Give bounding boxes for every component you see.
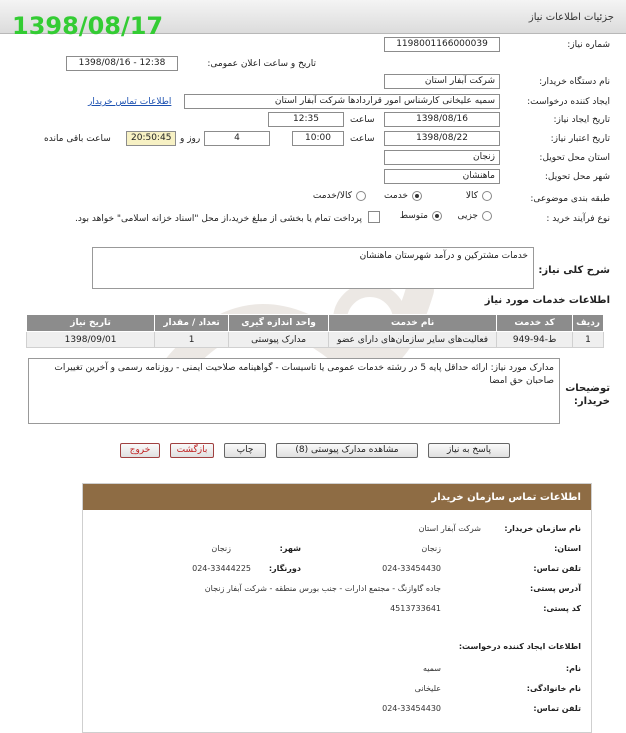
city-label: شهر محل تحویل: <box>544 172 610 182</box>
contact-card-title: اطلاعات تماس سازمان خریدار <box>431 492 581 503</box>
table-row <box>27 332 604 348</box>
contact-org-value: شرکت آبفار استان <box>418 524 481 533</box>
category-option-goods-service[interactable]: کالا/خدمت <box>313 191 366 201</box>
buyer-notes-text: مدارک مورد نیاز: ارائه حداقل پایه 5 در رشته خدمات عمومی یا تاسیسات - گواهینامه صلاحیت ایمنی - روزنامه رسمی و آخرین تغییرات صاحبان حق امضا <box>54 363 554 386</box>
buyer-org-label: نام دستگاه خریدار: <box>539 77 610 87</box>
process-option-medium[interactable]: متوسط <box>400 211 442 221</box>
contact-province-value: زنجان <box>421 544 441 553</box>
contact-phone-label: تلفن تماس: <box>533 564 581 573</box>
validity-date-field: 1398/08/22 <box>384 131 500 146</box>
services-section-title: اطلاعات خدمات مورد نیاز <box>484 295 610 306</box>
days-field: 4 <box>204 131 270 146</box>
create-date-label: تاریخ ایجاد نیاز: <box>553 115 610 125</box>
contact-card <box>82 483 592 733</box>
date-stamp: 1398/08/17 <box>12 12 164 40</box>
create-time-label: ساعت <box>350 115 375 125</box>
process-medium-radio[interactable] <box>432 211 442 221</box>
contact-org-label: نام سازمان خریدار: <box>504 524 581 533</box>
announce-field: 1398/08/16 - 12:38 <box>66 56 178 71</box>
province-label: استان محل تحویل: <box>539 153 610 163</box>
buyer-contact-link[interactable]: اطلاعات تماس خریدار <box>88 97 172 107</box>
process-label: نوع فرآیند خرید : <box>546 214 610 224</box>
contact-postal-value: 4513733641 <box>390 604 441 613</box>
remaining-label: ساعت باقی مانده <box>44 134 111 144</box>
attachments-button[interactable]: مشاهده مدارک پیوستی (8) <box>276 443 418 458</box>
payment-note: پرداخت تمام یا بخشی از مبلغ خرید،از محل "اسناد خزانه اسلامی" خواهد بود. <box>74 214 362 224</box>
back-button[interactable]: بازگشت <box>170 443 214 458</box>
process-option-minor[interactable]: جزیی <box>457 211 492 221</box>
exit-button[interactable]: خروج <box>120 443 160 458</box>
creator-phone-value: 024-33454430 <box>382 704 441 713</box>
creator-field: سمیه علیخانی کارشناس امور قراردادها شرکت آبفار استان <box>184 94 500 109</box>
print-button[interactable]: چاپ <box>224 443 266 458</box>
buyer-org-field: شرکت آبفار استان <box>384 74 500 89</box>
contact-address-value: جاده گاوازنگ - مجتمع ادارات - جنب بورس منطقه - شرکت آبفار زنجان <box>204 584 441 593</box>
cell-service-name: فعالیت‌های سایر سازمان‌های دارای عضو <box>329 332 497 348</box>
creator-family-value: علیخانی <box>414 684 441 693</box>
creator-info-title: اطلاعات ایجاد کننده درخواست: <box>458 642 581 651</box>
desc-label: شرح کلی نیاز: <box>538 265 610 276</box>
services-table <box>26 314 604 348</box>
creator-label: ایجاد کننده درخواست: <box>527 97 610 107</box>
creator-name-label: نام: <box>565 664 581 673</box>
col-quantity: تعداد / مقدار <box>155 315 229 332</box>
announce-label: تاریخ و ساعت اعلان عمومی: <box>207 59 316 69</box>
buyer-notes-label: توضیحات خریدار: <box>565 383 610 407</box>
page-title: جزئیات اطلاعات نیاز <box>528 12 614 23</box>
cell-quantity: 1 <box>155 332 229 348</box>
contact-phone-value: 024-33454430 <box>382 564 441 573</box>
category-label: طبقه بندی موضوعی: <box>530 194 610 204</box>
contact-fax-value: 024-33444225 <box>192 564 251 573</box>
desc-text: خدمات مشترکین و درآمد شهرستان ماهنشان <box>359 251 528 261</box>
col-code: کد خدمت <box>497 315 573 332</box>
treasury-payment-checkbox[interactable] <box>368 211 380 223</box>
col-need-date: تاریخ نیاز <box>27 315 155 332</box>
contact-city-label: شهر: <box>279 544 301 553</box>
remaining-time-field: 20:50:45 <box>126 131 176 146</box>
cell-row: 1 <box>573 332 604 348</box>
contact-card-header <box>83 484 591 510</box>
contact-address-label: آدرس پستی: <box>530 584 581 593</box>
category-option-service[interactable]: خدمت <box>384 191 422 201</box>
contact-city-value: زنجان <box>211 544 231 553</box>
col-service-name: نام خدمت <box>329 315 497 332</box>
validity-date-label: تاریخ اعتبار نیاز: <box>550 134 610 144</box>
col-row: ردیف <box>573 315 604 332</box>
validity-time-field: 10:00 <box>292 131 344 146</box>
province-field: زنجان <box>384 150 500 165</box>
desc-box <box>92 247 534 289</box>
create-time-field: 12:35 <box>268 112 344 127</box>
cell-need-date: 1398/09/01 <box>27 332 155 348</box>
buyer-notes-box <box>28 358 560 424</box>
reply-button[interactable]: پاسخ به نیاز <box>428 443 510 458</box>
need-number-label: شماره نیاز: <box>567 40 610 50</box>
process-minor-radio[interactable] <box>482 211 492 221</box>
need-number-field: 1198001166000039 <box>384 37 500 52</box>
category-option-goods[interactable]: کالا <box>466 191 492 201</box>
category-goods-radio[interactable] <box>482 191 492 201</box>
contact-province-label: استان: <box>554 544 581 553</box>
days-label: روز و <box>180 134 201 144</box>
services-header-row <box>27 315 604 332</box>
creator-phone-label: تلفن تماس: <box>533 704 581 713</box>
validity-time-label: ساعت <box>350 134 375 144</box>
creator-name-value: سمیه <box>422 664 441 673</box>
contact-postal-label: کد پستی: <box>543 604 581 613</box>
contact-fax-label: دورنگار: <box>268 564 301 573</box>
create-date-field: 1398/08/16 <box>384 112 500 127</box>
category-goods-service-radio[interactable] <box>356 191 366 201</box>
city-field: ماهنشان <box>384 169 500 184</box>
category-service-radio[interactable] <box>412 191 422 201</box>
cell-code: ط-94-949 <box>497 332 573 348</box>
cell-unit: مدارک پیوستی <box>229 332 329 348</box>
col-unit: واحد اندازه گیری <box>229 315 329 332</box>
creator-family-label: نام خانوادگی: <box>526 684 581 693</box>
